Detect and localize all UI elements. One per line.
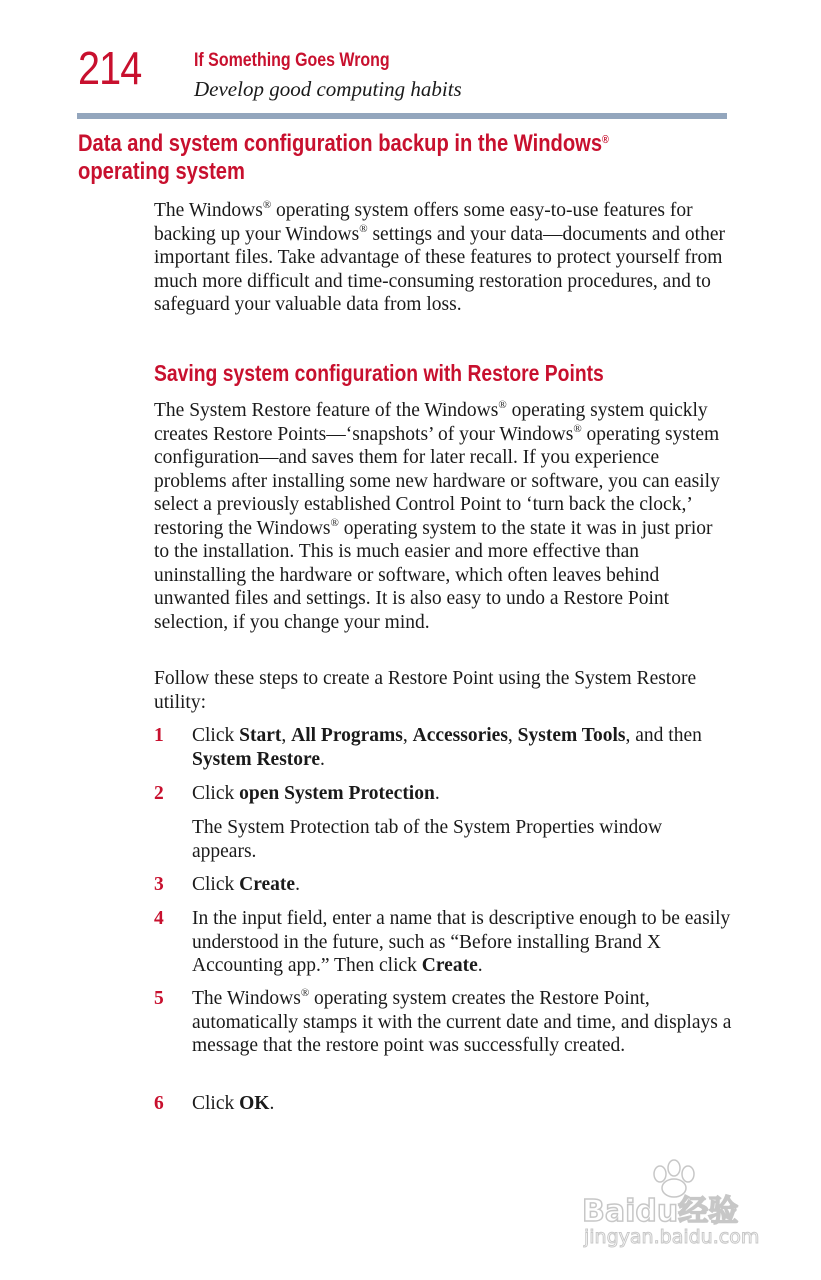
restore-paragraph: The System Restore feature of the Windows® operating system quickly creates Restore Points—‘snapshots’ of your Windows® operating system configuration—and saves them for later recall. If you experience problems after installing some new hardware or software, you can easily select a previously established Control Point to ‘turn back the clock,’ restoring the Windows® operating system to the state it was in just prior to the installation. This is much easier and more effective than uninstalling the hardware or software, which often leaves behind unwanted files and settings. It is also easy to undo a Restore Point selection, if you change your mind. <box>154 399 720 633</box>
chapter-title: If Something Goes Wrong <box>194 50 390 71</box>
baidu-watermark <box>582 1158 778 1254</box>
intro-paragraph: The Windows® operating system offers some easy-to-use features for backing up your Windows® settings and your data—documents and other important files. Take advantage of these features to protect yourself from much more difficult and time-consuming restoration procedures, and to safeguard your valuable data from loss. <box>154 199 725 315</box>
step-text: Click Create. <box>192 874 300 895</box>
step-text: The Windows® operating system creates the Restore Point, automatically stamps it with the current date and time, and displays a message that the restore point was successfully created. <box>192 987 732 1056</box>
step-number: 3 <box>154 874 164 895</box>
step-number: 5 <box>154 988 164 1009</box>
subheading-restore-points: Saving system configuration with Restore Points <box>154 360 604 386</box>
watermark-url: jingyan.baidu.com <box>584 1226 760 1248</box>
header-rule <box>77 113 727 119</box>
page-number: 214 <box>78 42 142 94</box>
section-subtitle: Develop good computing habits <box>194 77 462 101</box>
watermark-logo: Baidu经验 <box>582 1194 739 1229</box>
step-number: 2 <box>154 783 164 804</box>
follow-steps-paragraph: Follow these steps to create a Restore Point using the System Restore utility: <box>154 668 697 713</box>
step-2-note: The System Protection tab of the System Properties window appears. <box>192 817 663 862</box>
step-number: 1 <box>154 725 164 746</box>
step-text: In the input field, enter a name that is descriptive enough to be easily understood in the future, such as “Before installing Brand X Accounting app.” Then click Create. <box>192 908 731 976</box>
step-text: Click open System Protection. <box>192 783 440 804</box>
step-text: Click OK. <box>192 1093 275 1114</box>
step-text: Click Start, All Programs, Accessories, System Tools, and then System Restore. <box>192 725 702 770</box>
step-number: 4 <box>154 908 164 929</box>
step-number: 6 <box>154 1093 164 1114</box>
section-heading: Data and system configuration backup in the Windows® operating system <box>78 130 609 185</box>
